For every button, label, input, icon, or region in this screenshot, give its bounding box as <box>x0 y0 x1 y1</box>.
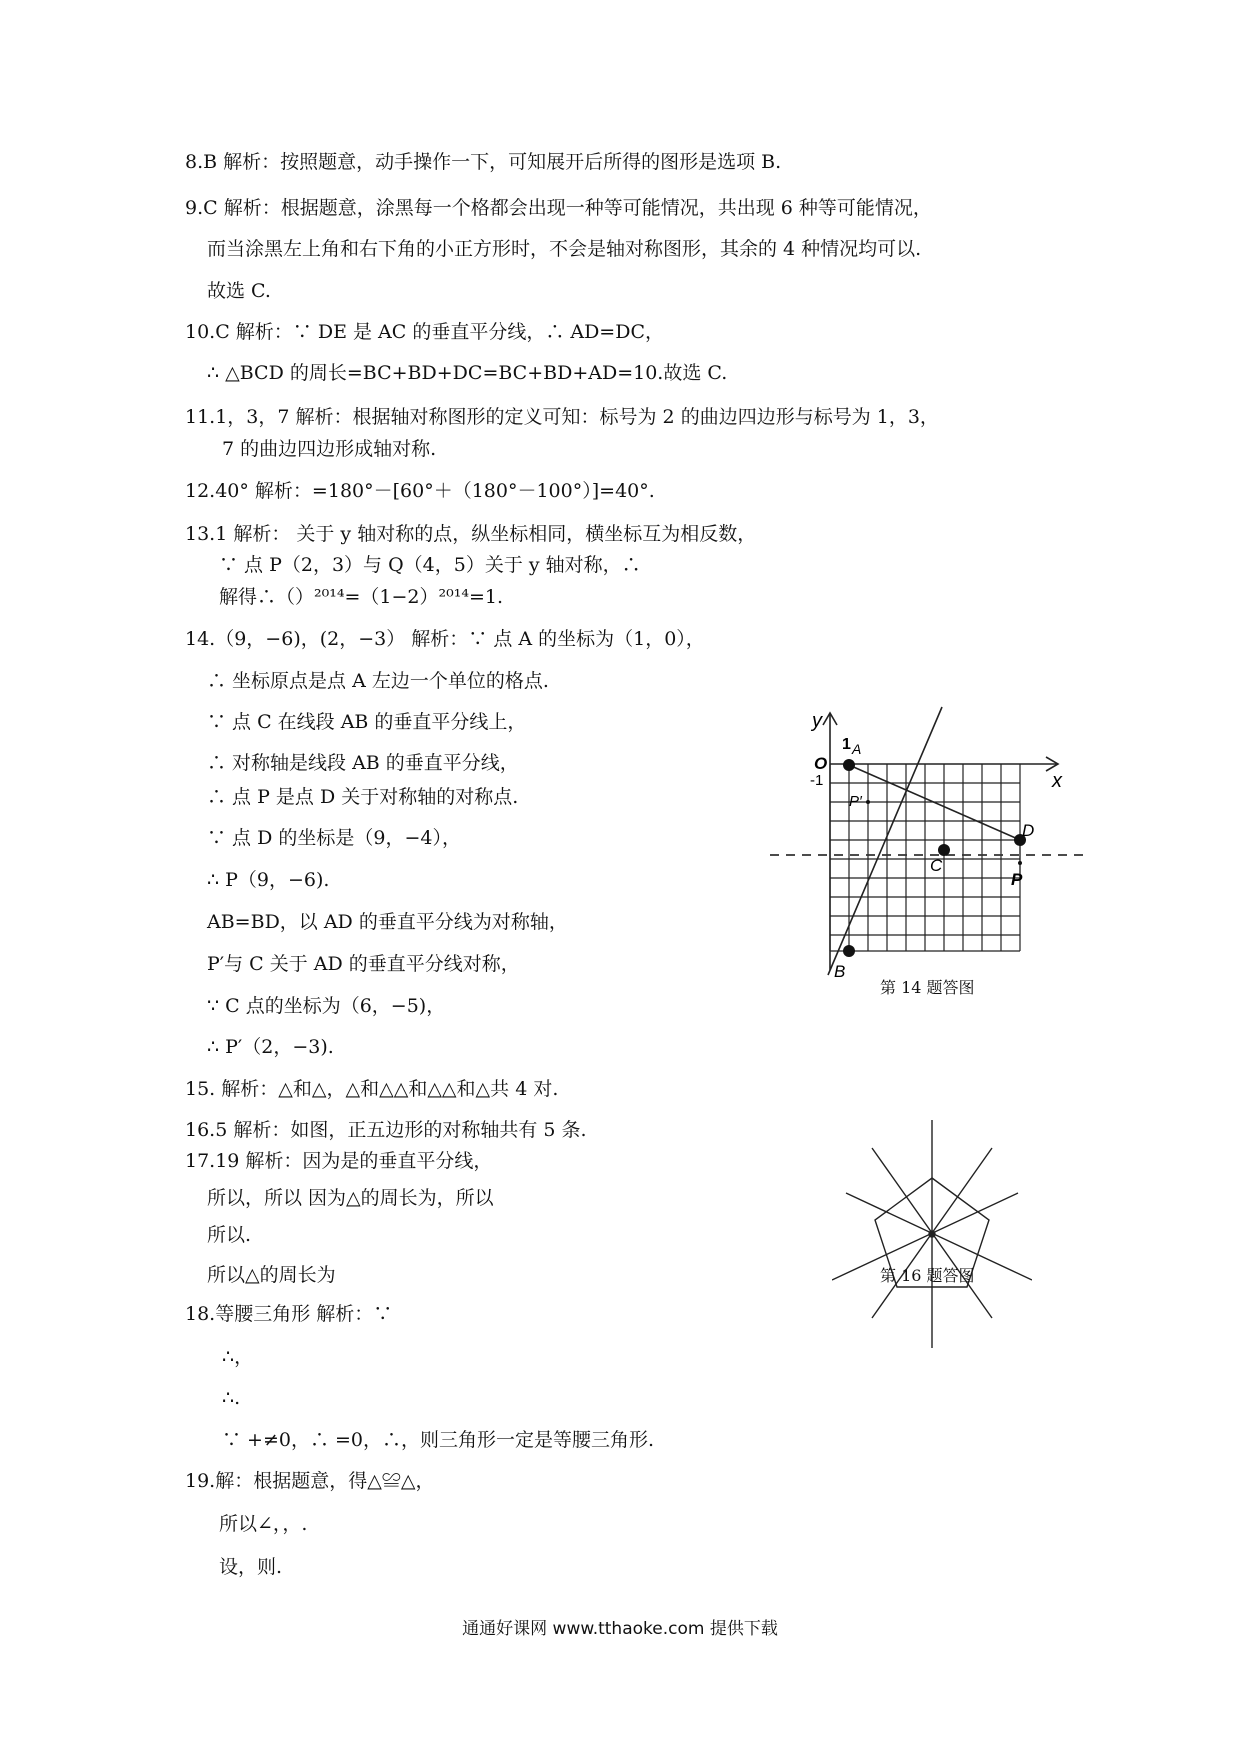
figure-14-grid <box>770 705 1090 995</box>
line-11: ∵ 点 P（2，3）与 Q（4，5）关于 y 轴对称，∴ <box>219 554 641 576</box>
line-4: 故选 C. <box>207 280 271 302</box>
line-17: ∴ 点 P 是点 D 关于对称轴的对称点. <box>207 786 519 808</box>
line-13: 14.（9，−6)，(2，−3） 解析：∵ 点 A 的坐标为（1，0）， <box>185 628 705 650</box>
page-footer: 通通好课网 www.tthaoke.com 提供下载 <box>462 1619 778 1639</box>
line-5: 10.C 解析：∵ DE 是 AC 的垂直平分线，∴ AD=DC， <box>185 321 664 343</box>
fig14-tick-1: 1 <box>842 736 851 753</box>
fig14-tick-neg1: -1 <box>810 772 824 789</box>
line-12: 解得∴（）²⁰¹⁴=（1−2）²⁰¹⁴=1. <box>219 586 503 608</box>
line-22: ∵ C 点的坐标为（6，−5)， <box>207 995 446 1017</box>
figure-16-caption: 第 16 题答图 <box>880 1266 975 1285</box>
line-30: 18.等腰三角形 解析：∵ <box>185 1303 393 1325</box>
line-31: ∴， <box>222 1346 254 1368</box>
fig14-label-d: D <box>1022 821 1035 840</box>
fig14-label-p: P <box>1011 870 1023 889</box>
fig14-axis-x: x <box>1052 770 1062 792</box>
line-1: 8.B 解析：按照题意，动手操作一下，可知展开后所得的图形是选项 B. <box>185 151 782 173</box>
line-7: 11.1，3，7 解析：根据轴对称图形的定义可知：标号为 2 的曲边四边形与标号为 1，3， <box>185 406 939 428</box>
fig14-label-c: C <box>930 856 943 875</box>
line-32: ∴. <box>222 1387 241 1409</box>
line-18: ∵ 点 D 的坐标是（9，−4）， <box>207 827 461 849</box>
line-3: 而当涂黑左上角和右下角的小正方形时，不会是轴对称图形，其余的 4 种情况均可以. <box>207 238 922 260</box>
line-6: ∴ △BCD 的周长=BC+BD+DC=BC+BD+AD=10.故选 C. <box>207 362 728 384</box>
line-20: AB=BD，以 AD 的垂直平分线为对称轴， <box>207 911 568 933</box>
fig14-label-a: A <box>852 741 862 757</box>
fig14-axis-y: y <box>812 710 822 732</box>
line-24: 15. 解析：△和△，△和△△和△△和△共 4 对. <box>185 1078 559 1100</box>
line-15: ∵ 点 C 在线段 AB 的垂直平分线上， <box>207 711 527 733</box>
line-26: 17.19 解析：因为是的垂直平分线， <box>185 1150 493 1172</box>
line-19: ∴ P（9，−6). <box>207 869 330 891</box>
line-21: P′与 C 关于 AD 的垂直平分线对称， <box>207 953 520 975</box>
line-35: 所以∠，，. <box>219 1513 308 1535</box>
line-25: 16.5 解析：如图，正五边形的对称轴共有 5 条. <box>185 1119 587 1141</box>
line-33: ∵ +≠0，∴ =0，∴，则三角形一定是等腰三角形. <box>222 1429 655 1451</box>
line-2: 9.C 解析：根据题意，涂黑每一个格都会出现一种等可能情况，共出现 6 种等可能情况， <box>185 197 932 219</box>
line-27: 所以，所以 因为△的周长为，所以 <box>207 1187 494 1209</box>
line-29: 所以△的周长为 <box>207 1264 336 1286</box>
line-8: 7 的曲边四边形成轴对称. <box>222 438 437 460</box>
figure-14-caption: 第 14 题答图 <box>880 978 975 997</box>
line-34: 19.解：根据题意，得△≌△， <box>185 1470 435 1492</box>
line-23: ∴ P′（2，−3). <box>207 1036 334 1058</box>
fig14-label-pprime: P′ <box>849 793 862 810</box>
line-28: 所以. <box>207 1224 252 1246</box>
line-10: 13.1 解析： 关于 y 轴对称的点，纵坐标相同，横坐标互为相反数， <box>185 523 757 545</box>
figure-16-pentagon <box>832 1120 1032 1350</box>
line-9: 12.40° 解析：=180°－[60°＋（180°－100°）]=40°. <box>185 480 655 502</box>
line-14: ∴ 坐标原点是点 A 左边一个单位的格点. <box>207 670 549 692</box>
fig14-label-b: B <box>834 962 846 981</box>
line-16: ∴ 对称轴是线段 AB 的垂直平分线， <box>207 752 519 774</box>
fig14-origin: O <box>814 754 828 773</box>
line-36: 设，则. <box>219 1556 283 1578</box>
